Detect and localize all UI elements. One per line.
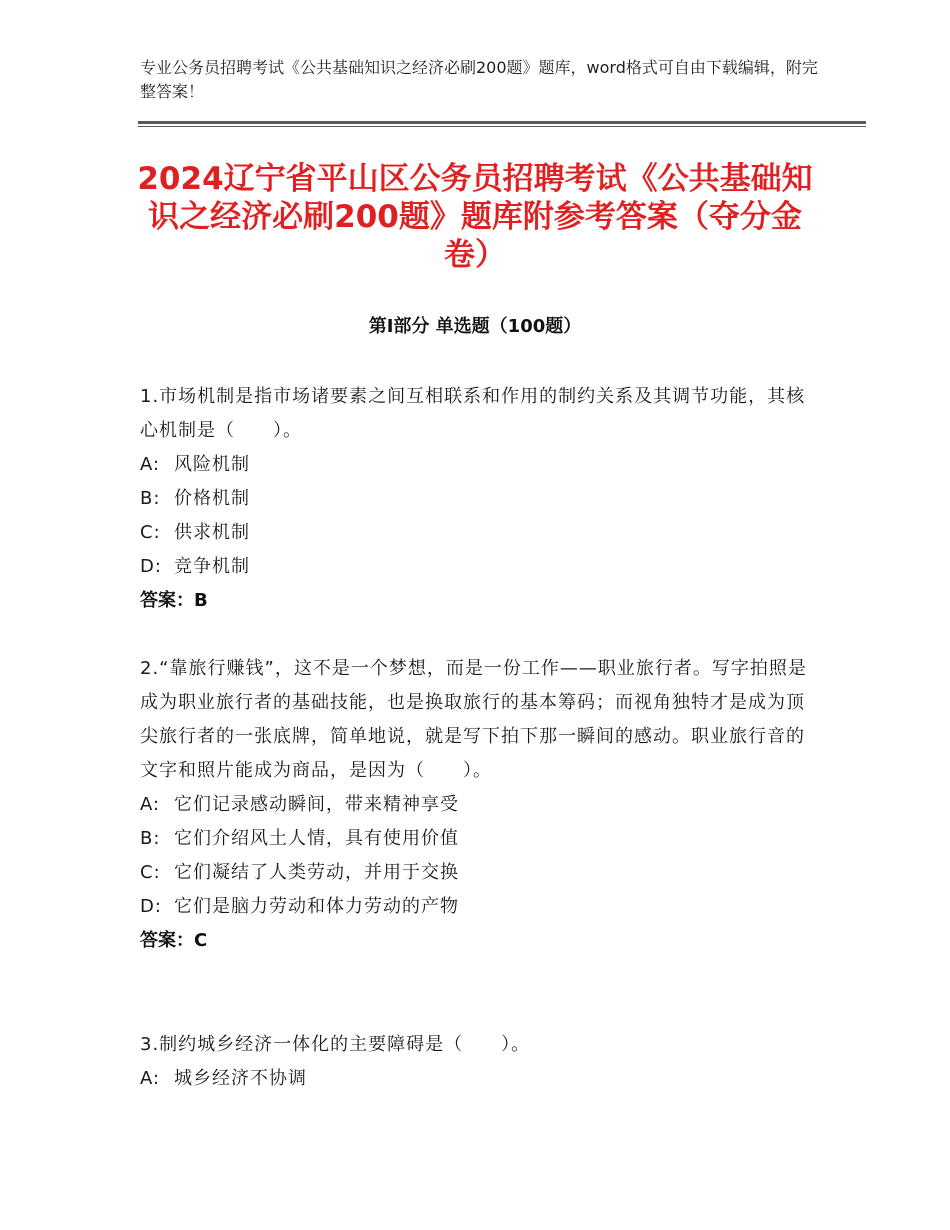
option-a — [140, 1062, 810, 1096]
header-divider-thin — [138, 126, 866, 127]
section-title: 第Ⅰ部分 单选题（100题） — [368, 316, 582, 337]
header-note: 专业公务员招聘考试《公共基础知识之经济必刷200题》题库，word格式可自由下载编辑，附完整答案！ — [140, 58, 818, 101]
option-text: 竞争机制 — [174, 556, 250, 577]
option-text: 风险机制 — [174, 454, 250, 475]
option-key: C: — [140, 522, 161, 543]
option-text: 城乡经济不协调 — [174, 1068, 307, 1089]
question-stem: 3.制约城乡经济一体化的主要障碍是（ ）。 — [140, 1034, 531, 1055]
option-key: B: — [140, 488, 161, 509]
option-text: 它们记录感动瞬间，带来精神享受 — [174, 794, 459, 815]
option-b — [140, 482, 810, 516]
option-key: D: — [140, 556, 162, 577]
option-text: 它们是脑力劳动和体力劳动的产物 — [174, 896, 459, 917]
question-stem: 2.“靠旅行赚钱”，这不是一个梦想，而是一份工作——职业旅行者。写字拍照是成为职业旅行者的基础技能，也是换取旅行的基本筹码；而视角独特才是成为顶尖旅行者的一张底牌，简单地说，就是写下拍下那一瞬间的感动。职业旅行音的文字和照片能成为商品，是因为（ ）。 — [140, 658, 807, 781]
answer: 答案：C — [140, 930, 208, 951]
question-2 — [140, 652, 810, 958]
option-text: 它们凝结了人类劳动，并用于交换 — [174, 862, 459, 883]
option-key: A: — [140, 794, 161, 815]
question-3 — [140, 1028, 810, 1096]
option-key: A: — [140, 454, 161, 475]
document-title: 2024辽宁省平山区公务员招聘考试《公共基础知识之经济必刷200题》题库附参考答案（夺分金卷） — [137, 161, 813, 273]
question-stem: 1.市场机制是指市场诸要素之间互相联系和作用的制约关系及其调节功能，其核心机制是（ ）。 — [140, 386, 806, 441]
option-key: C: — [140, 862, 161, 883]
option-b — [140, 822, 810, 856]
option-c — [140, 856, 810, 890]
option-d — [140, 890, 810, 924]
option-c — [140, 516, 810, 550]
option-key: A: — [140, 1068, 161, 1089]
option-text: 它们介绍风土人情，具有使用价值 — [174, 828, 459, 849]
option-key: B: — [140, 828, 161, 849]
question-1 — [140, 380, 810, 618]
header-divider — [138, 121, 866, 124]
answer: 答案：B — [140, 590, 208, 611]
option-key: D: — [140, 896, 162, 917]
option-a — [140, 448, 810, 482]
option-text: 价格机制 — [174, 488, 250, 509]
option-text: 供求机制 — [174, 522, 250, 543]
option-d — [140, 550, 810, 584]
option-a — [140, 788, 810, 822]
